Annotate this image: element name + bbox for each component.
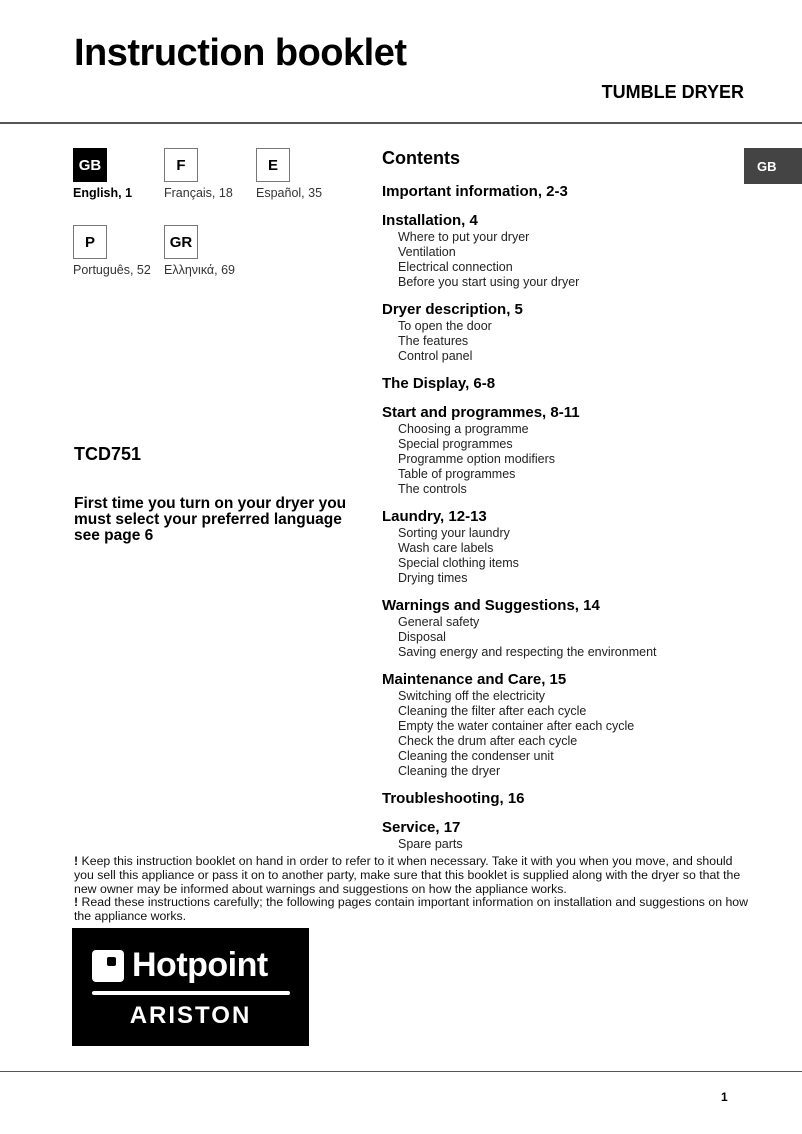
section-title: Service, 17 <box>382 819 461 836</box>
section-item: Special programmes <box>398 437 513 451</box>
language-label: Ελληνικά, 69 <box>164 263 235 277</box>
section-item: The features <box>398 334 469 348</box>
section-item: General safety <box>398 615 480 629</box>
language-code: GR <box>164 225 198 259</box>
language-label: Français, 18 <box>164 186 233 200</box>
section-item: Programme option modifiers <box>398 452 556 466</box>
language-code: F <box>164 148 198 182</box>
section-item: Cleaning the dryer <box>398 764 501 778</box>
language-f[interactable] <box>164 148 233 200</box>
note-read-carefully: ! Read these instructions carefully; the following pages contain important information on installation and suggestions on how the appliance works. <box>74 895 749 924</box>
section-item: Sorting your laundry <box>398 526 510 540</box>
section-items <box>382 230 742 290</box>
language-p[interactable] <box>73 225 151 277</box>
language-code: GB <box>73 148 107 182</box>
language-label: Español, 35 <box>256 186 323 200</box>
contents-section <box>382 375 742 393</box>
section-title: Laundry, 12-13 <box>382 508 487 525</box>
brand-logo <box>72 928 309 1046</box>
contents-sections <box>382 183 742 852</box>
product-type: TUMBLE DRYER <box>601 82 744 102</box>
language-code: P <box>73 225 107 259</box>
hotpoint-mark-icon <box>92 950 124 982</box>
section-title: Troubleshooting, 16 <box>382 790 525 807</box>
section-title: Installation, 4 <box>382 212 478 229</box>
logo-brand: Hotpoint <box>132 946 268 984</box>
logo-sub: ARISTON <box>129 1002 252 1029</box>
contents-section <box>382 790 742 808</box>
section-title: Start and programmes, 8-11 <box>382 404 580 421</box>
section-items <box>382 615 742 660</box>
contents-section <box>382 404 742 497</box>
section-items <box>382 526 742 586</box>
section-item: Electrical connection <box>398 260 513 274</box>
section-item: To open the door <box>398 319 492 333</box>
section-item: Empty the water container after each cycle <box>398 719 635 733</box>
logo-bar <box>92 991 290 995</box>
page-number: 1 <box>721 1090 728 1104</box>
language-label: English, 1 <box>73 186 133 200</box>
contents-section <box>382 183 742 201</box>
section-item: Table of programmes <box>398 467 516 481</box>
section-item: Ventilation <box>398 245 456 259</box>
header-divider <box>0 122 802 124</box>
section-title: Important information, 2-3 <box>382 183 568 200</box>
section-item: Check the drum after each cycle <box>398 734 578 748</box>
section-item: Disposal <box>398 630 446 644</box>
section-items <box>382 837 742 852</box>
section-item: Wash care labels <box>398 541 494 555</box>
section-items <box>382 422 742 497</box>
section-title: Dryer description, 5 <box>382 301 523 318</box>
section-items <box>382 689 742 779</box>
section-item: Control panel <box>398 349 473 363</box>
warning-mark: ! <box>74 854 79 868</box>
section-item: Cleaning the condenser unit <box>398 749 554 763</box>
section-title: The Display, 6-8 <box>382 375 496 392</box>
language-e[interactable] <box>256 148 322 200</box>
warning-mark: ! <box>74 895 79 910</box>
contents-section <box>382 212 742 290</box>
notes <box>74 855 754 924</box>
language-label: Português, 52 <box>73 263 151 277</box>
section-item: Before you start using your dryer <box>398 275 580 289</box>
contents-section <box>382 671 742 779</box>
section-title: Maintenance and Care, 15 <box>382 671 567 688</box>
language-gb[interactable] <box>73 148 132 200</box>
table-of-contents <box>382 148 742 863</box>
section-item: Spare parts <box>398 837 463 851</box>
contents-section <box>382 597 742 660</box>
contents-section <box>382 508 742 586</box>
section-item: Switching off the electricity <box>398 689 546 703</box>
section-title: Warnings and Suggestions, 14 <box>382 597 600 614</box>
model-number: TCD751 <box>74 444 142 464</box>
first-time-note: First time you turn on your dryer you must select your preferred language see page 6 <box>74 495 347 544</box>
side-language-tab: GB <box>744 148 802 184</box>
contents-section <box>382 819 742 852</box>
footer-divider <box>0 1071 802 1072</box>
page-title: Instruction booklet <box>74 32 407 74</box>
section-item: Saving energy and respecting the environment <box>398 645 657 659</box>
section-items <box>382 319 742 364</box>
contents-section <box>382 301 742 364</box>
section-item: Choosing a programme <box>398 422 529 436</box>
section-item: The controls <box>398 482 467 496</box>
language-code: E <box>256 148 290 182</box>
language-gr[interactable] <box>164 225 235 277</box>
section-item: Where to put your dryer <box>398 230 530 244</box>
section-item: Cleaning the filter after each cycle <box>398 704 587 718</box>
note-keep-booklet: ! Keep this instruction booklet on hand in order to refer to it when necessary. Take it with you when you move, and should you sell this appliance or pass it on to another party, make sure that this booklet is supplied along with the dryer so that the new owner may be informed about warnings and suggestions on how the appliance works. <box>74 854 741 896</box>
section-item: Special clothing items <box>398 556 519 570</box>
section-item: Drying times <box>398 571 468 585</box>
contents-title: Contents <box>382 148 460 168</box>
